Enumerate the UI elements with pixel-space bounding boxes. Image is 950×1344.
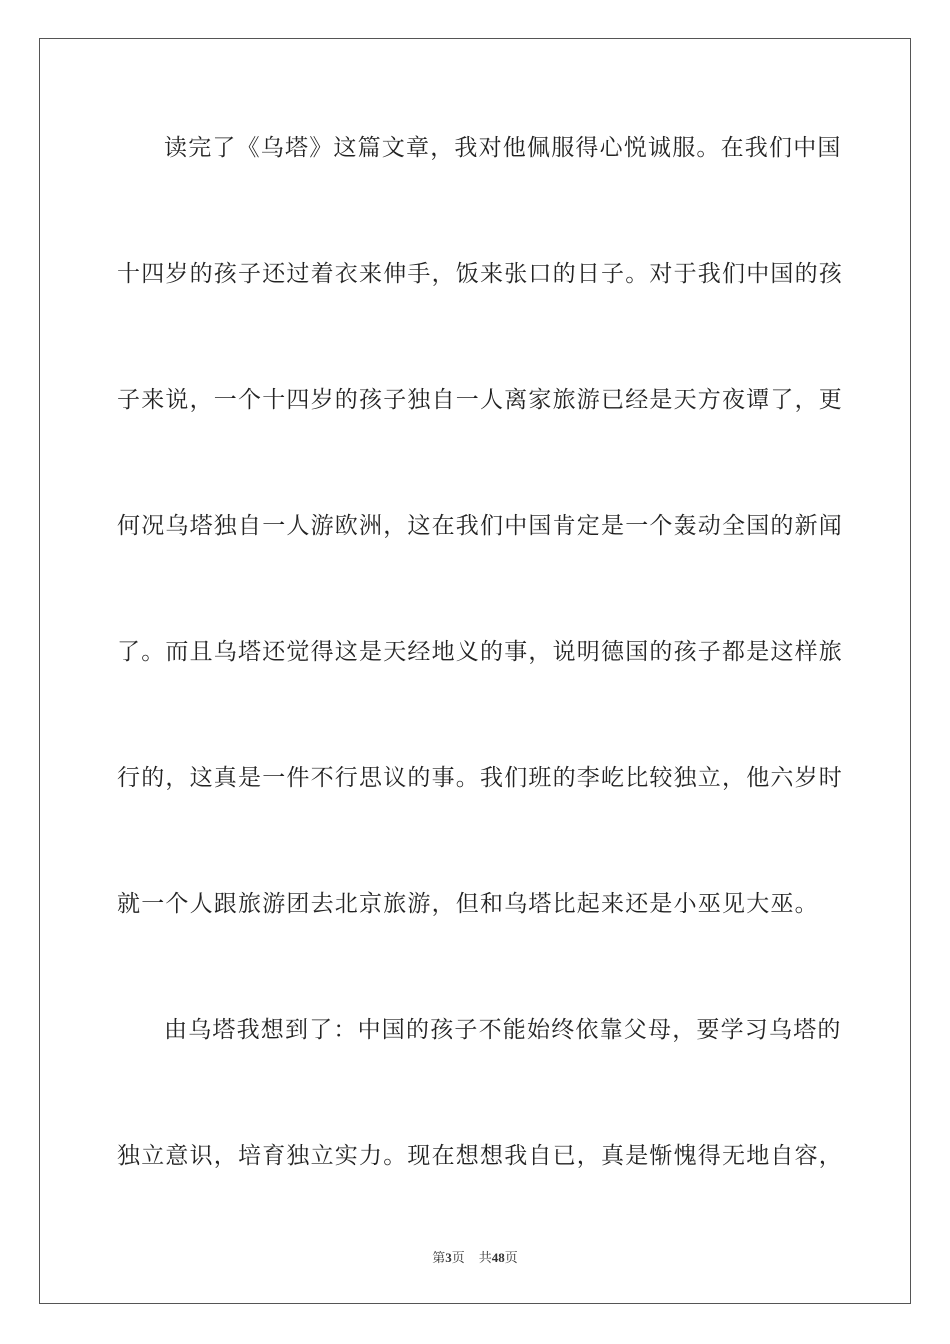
- page-unit: 页: [451, 1250, 465, 1265]
- paragraph-1-line-6: 行的，这真是一件不行思议的事。我们班的李屹比较独立，他六岁时: [117, 765, 843, 791]
- paragraph-1-line-5: 了。而且乌塔还觉得这是天经地义的事，说明德国的孩子都是这样旅: [117, 639, 843, 665]
- paragraph-1-line-7: 就一个人跟旅游团去北京旅游，但和乌塔比起来还是小巫见大巫。: [117, 891, 819, 917]
- page-footer: [0, 1247, 950, 1266]
- total-page-count: 48: [491, 1250, 505, 1265]
- paragraph-2-line-2: 独立意识，培育独立实力。现在想想我自已，真是惭愧得无地自容，: [117, 1143, 843, 1169]
- total-unit: 页: [504, 1250, 518, 1265]
- paragraph-1-line-1: 读完了《乌塔》这篇文章，我对他佩服得心悦诚服。在我们中国: [164, 135, 842, 161]
- total-prefix: 共: [478, 1250, 492, 1265]
- paragraph-1-line-4: 何况乌塔独自一人游欧洲，这在我们中国肯定是一个轰动全国的新闻: [117, 513, 843, 539]
- paragraph-2-line-1: 由乌塔我想到了：中国的孩子不能始终依靠父母，要学习乌塔的: [164, 1017, 842, 1043]
- current-page-number: 3: [445, 1250, 452, 1265]
- paragraph-1-line-2: 十四岁的孩子还过着衣来伸手，饭来张口的日子。对于我们中国的孩: [117, 261, 843, 287]
- paragraph-1-line-3: 子来说，一个十四岁的孩子独自一人离家旅游已经是天方夜谭了，更: [117, 387, 843, 413]
- page-prefix: 第: [432, 1250, 446, 1265]
